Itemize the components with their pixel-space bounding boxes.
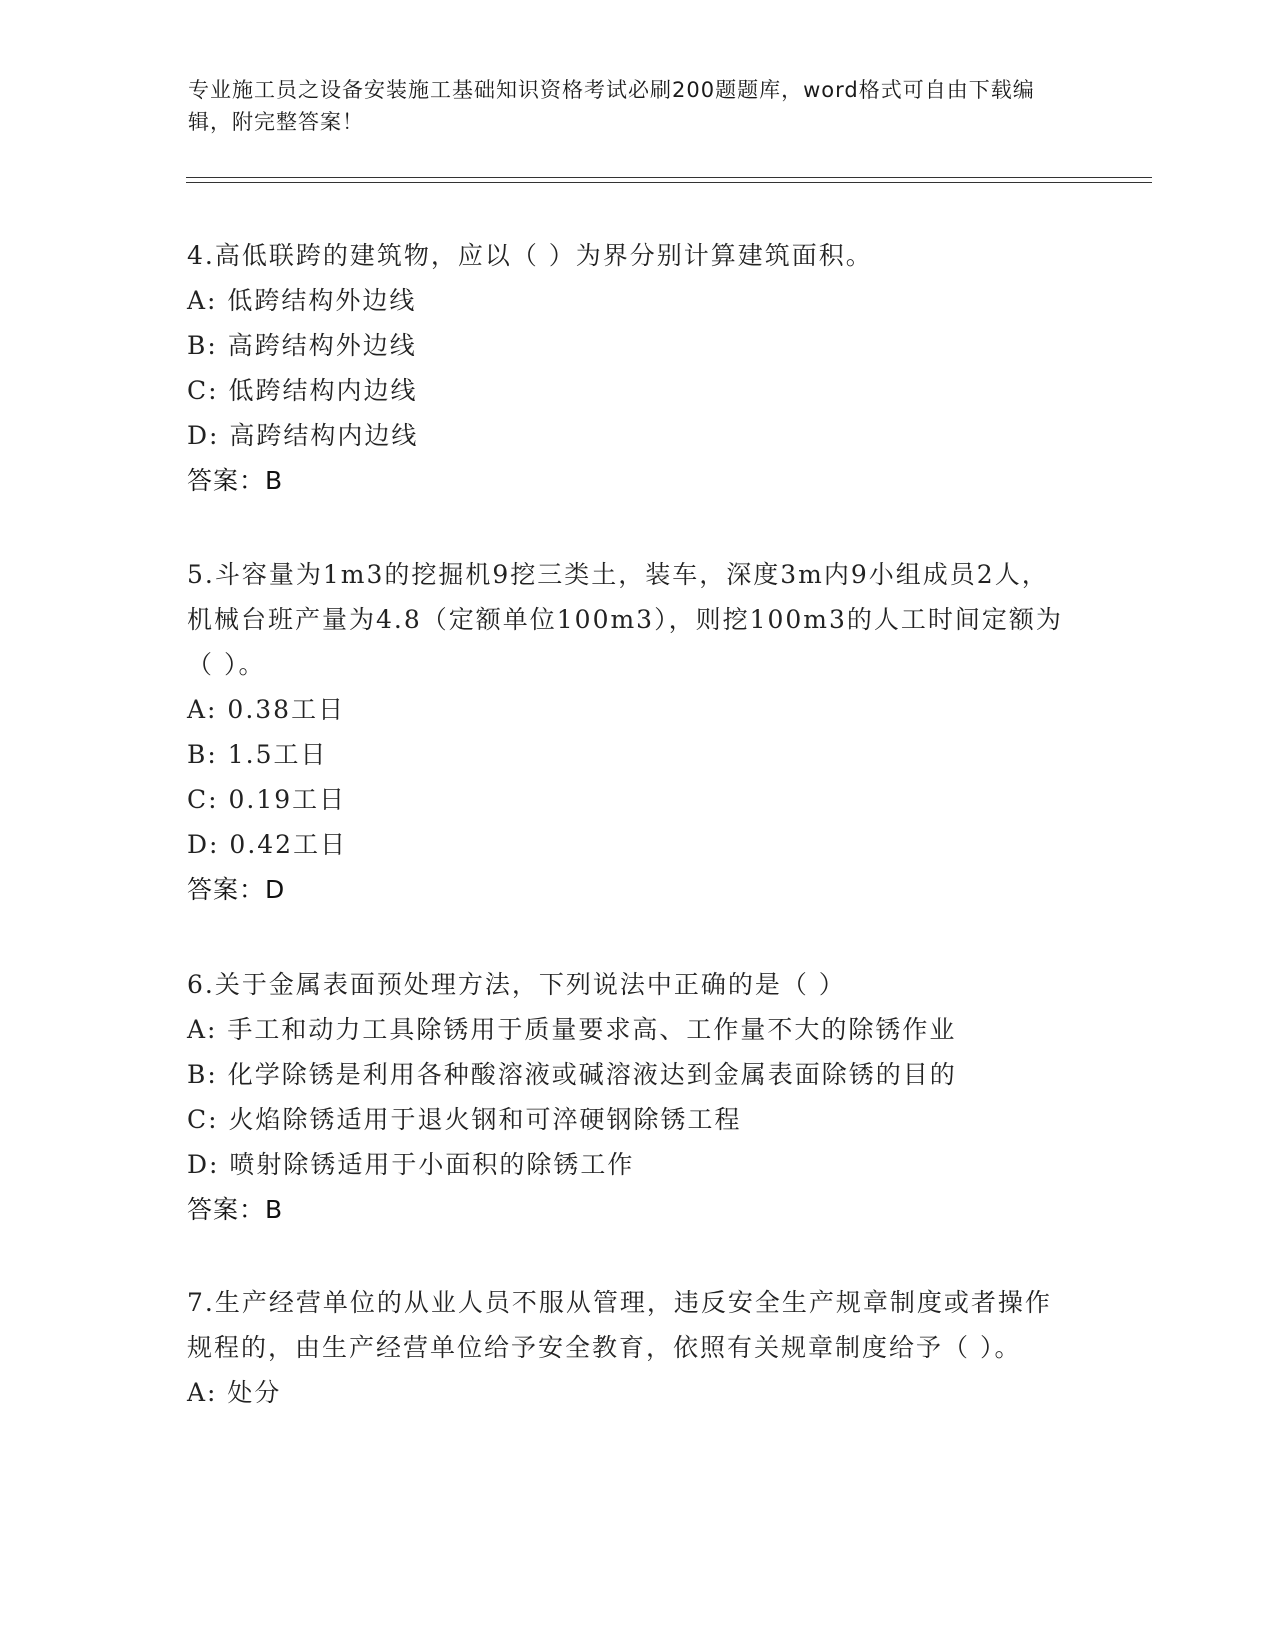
option-a: A: 处分 — [187, 1378, 282, 1407]
question-stem: 7.生产经营单位的从业人员不服从管理，违反安全生产规章制度或者操作规程的，由生产经营单位给予安全教育，依照有关规章制度给予（ ）。 — [187, 1288, 1052, 1362]
header-divider-top — [186, 177, 1152, 178]
option-c: C: 0.19工日 — [187, 785, 347, 814]
option-d: D: 0.42工日 — [187, 830, 348, 859]
question-6 — [187, 962, 1067, 1232]
question-4 — [187, 233, 1067, 503]
question-stem: 6.关于金属表面预处理方法，下列说法中正确的是（ ） — [187, 970, 846, 999]
question-5 — [187, 552, 1067, 912]
answer: 答案：B — [187, 466, 284, 495]
option-a: A: 0.38工日 — [187, 695, 346, 724]
question-7 — [187, 1280, 1067, 1415]
option-b: B: 1.5工日 — [187, 740, 328, 769]
option-b: B: 高跨结构外边线 — [187, 331, 417, 360]
answer: 答案：B — [187, 1195, 284, 1224]
answer: 答案：D — [187, 875, 286, 904]
question-stem: 4.高低联跨的建筑物，应以（ ）为界分别计算建筑面积。 — [187, 241, 873, 270]
header-divider-bottom — [186, 182, 1152, 183]
option-c: C: 低跨结构内边线 — [187, 376, 418, 405]
option-d: D: 喷射除锈适用于小面积的除锈工作 — [187, 1150, 635, 1179]
option-c: C: 火焰除锈适用于退火钢和可淬硬钢除锈工程 — [187, 1105, 742, 1134]
option-a: A: 低跨结构外边线 — [187, 286, 417, 315]
document-header: 专业施工员之设备安装施工基础知识资格考试必刷200题题库，word格式可自由下载编辑，附完整答案！ — [188, 78, 1035, 134]
option-b: B: 化学除锈是利用各种酸溶液或碱溶液达到金属表面除锈的目的 — [187, 1060, 957, 1089]
option-d: D: 高跨结构内边线 — [187, 421, 419, 450]
option-a: A: 手工和动力工具除锈用于质量要求高、工作量不大的除锈作业 — [187, 1015, 957, 1044]
question-stem: 5.斗容量为1m3的挖掘机9挖三类土，装车，深度3m内9小组成员2人，机械台班产量为4.8（定额单位100m3），则挖100m3的人工时间定额为（ ）。 — [187, 560, 1063, 679]
